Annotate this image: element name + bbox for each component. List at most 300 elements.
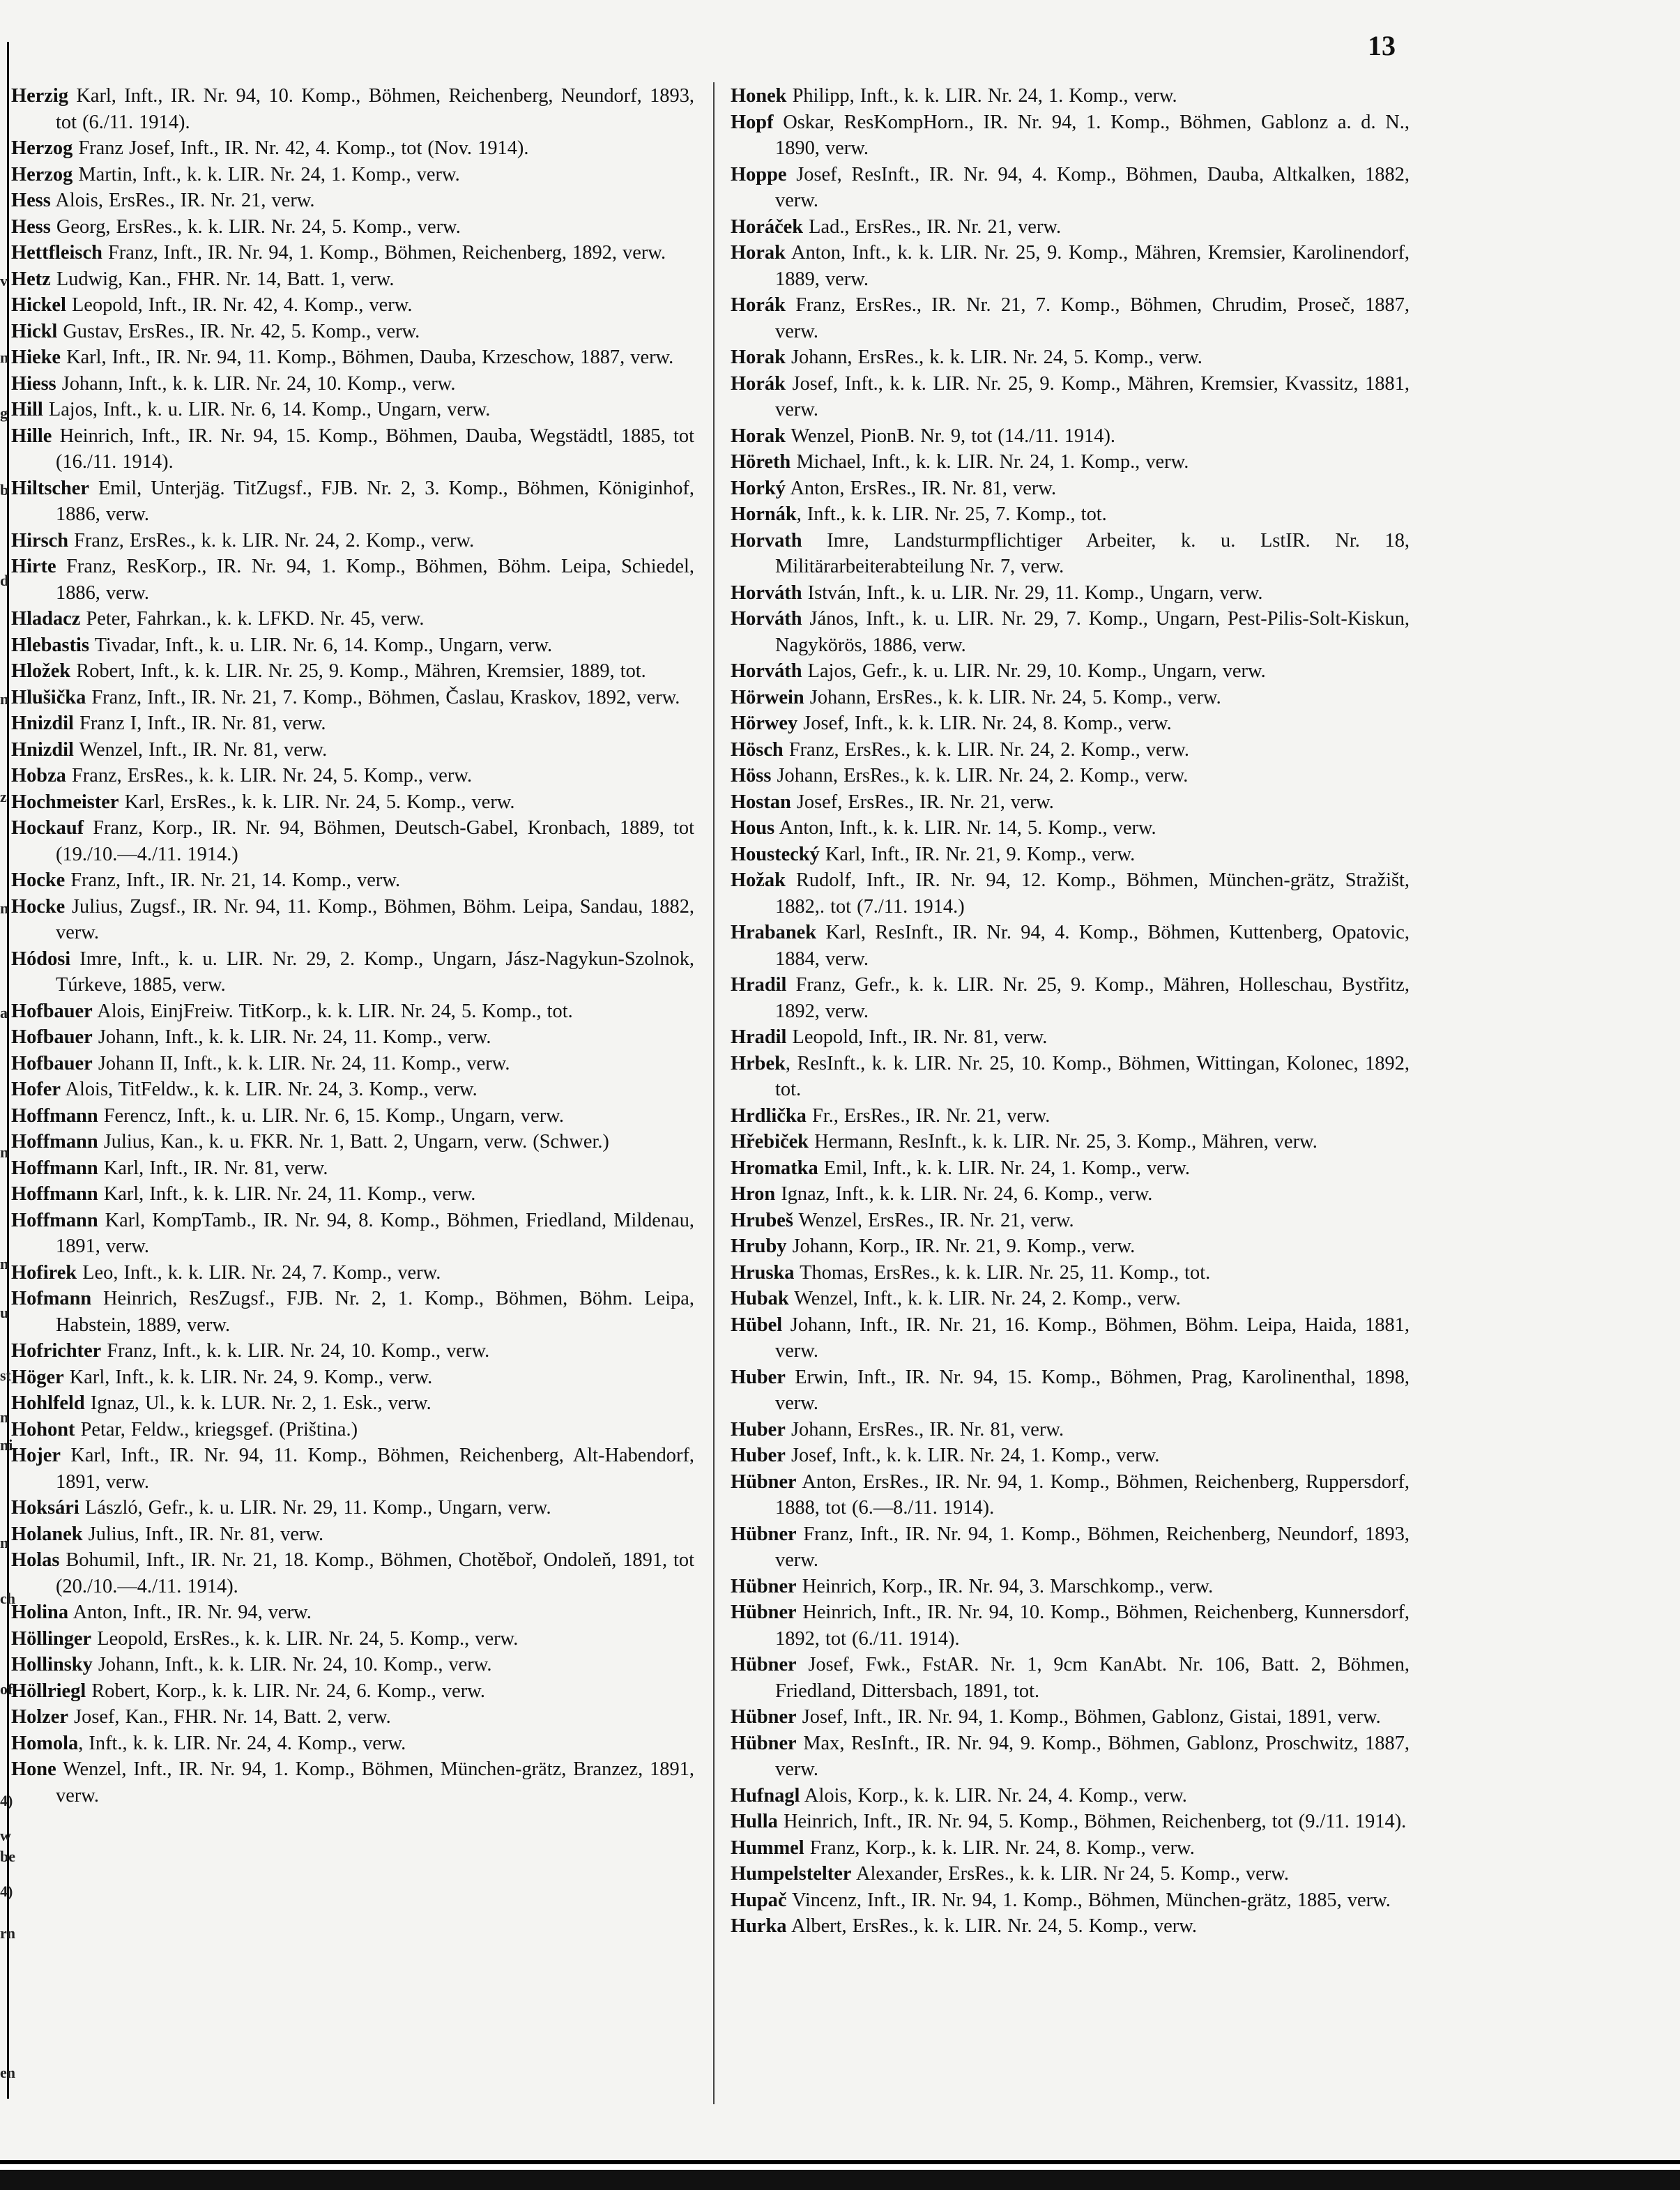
list-entry	[731, 1704, 1410, 1731]
list-entry	[11, 83, 694, 135]
list-entry	[731, 1652, 1410, 1704]
list-entry	[11, 1024, 694, 1051]
list-entry	[731, 1103, 1410, 1130]
entry-surname: Hösch	[731, 738, 784, 761]
list-entry	[11, 946, 694, 998]
margin-fragment: n	[0, 349, 9, 366]
list-entry	[11, 1443, 694, 1495]
right-column	[731, 83, 1410, 1940]
entry-details: Karl, Inft., IR. Nr. 94, 11. Komp., Böhmen, Dauba, Krzeschow, 1887, verw.	[60, 347, 674, 368]
list-entry	[11, 685, 694, 711]
entry-details: Josef, Fwk., FstAR. Nr. 1, 9cm KanAbt. Nr. 106, Batt. 2, Böhmen, Friedland, Dittersbach, 1891, tot.	[775, 1654, 1410, 1702]
page-number: 13	[1368, 30, 1396, 61]
list-entry	[11, 214, 694, 241]
entry-surname: Hübner	[731, 1732, 797, 1754]
entry-surname: Holina	[11, 1602, 69, 1623]
entry-surname: Hocke	[11, 869, 66, 891]
list-entry	[731, 710, 1410, 737]
entry-surname: Hiltscher	[11, 477, 89, 499]
entry-surname: Hubak	[731, 1288, 789, 1309]
entry-surname: Hron	[731, 1183, 776, 1205]
entry-details: Philipp, Inft., k. k. LIR. Nr. 24, 1. Komp., verw.	[786, 85, 1177, 107]
entry-details: Franz, ErsRes., k. k. LIR. Nr. 24, 2. Komp., verw.	[68, 529, 475, 552]
entry-surname: Hofrichter	[11, 1340, 102, 1362]
entry-details: Anton, Inft., k. k. LIR. Nr. 25, 9. Komp., Mähren, Kremsier, Karolinendorf, 1889, verw.	[775, 242, 1410, 290]
list-entry	[11, 737, 694, 763]
list-entry	[11, 606, 694, 632]
entry-details: Karl, ErsRes., k. k. LIR. Nr. 24, 5. Komp., verw.	[119, 791, 515, 813]
entry-details: Wenzel, Inft., k. k. LIR. Nr. 24, 2. Komp., verw.	[788, 1288, 1181, 1309]
entry-surname: Hobza	[11, 765, 66, 786]
entry-surname: Hložek	[11, 660, 71, 682]
list-entry	[731, 292, 1410, 344]
entry-details: Leopold, Inft., IR. Nr. 81, verw.	[786, 1026, 1048, 1048]
entry-details: Franz, ResKorp., IR. Nr. 94, 1. Komp., Böhmen, Böhm. Leipa, Schiedel, 1886, verw.	[56, 556, 694, 604]
entry-surname: Hnizdil	[11, 738, 74, 761]
entry-surname: Hoffmann	[11, 1104, 98, 1127]
list-entry	[731, 1521, 1410, 1574]
list-entry	[11, 188, 694, 214]
entry-surname: Höreth	[731, 451, 791, 473]
entry-details: Johann, Inft., k. k. LIR. Nr. 24, 10. Komp., verw.	[56, 372, 456, 395]
entry-surname: Hlebastis	[11, 634, 89, 656]
list-entry	[11, 1129, 694, 1155]
entry-details: Franz, Inft., IR. Nr. 94, 1. Komp., Böhmen, Reichenberg, 1892, verw.	[102, 242, 666, 264]
entry-details: Franz, Inft., IR. Nr. 21, 7. Komp., Böhmen, Časlau, Kraskov, 1892, verw.	[86, 686, 680, 708]
entry-details: , ResInft., k. k. LIR. Nr. 25, 10. Komp., Böhmen, Wittingan, Kolonec, 1892, tot.	[775, 1052, 1410, 1100]
list-entry	[731, 1417, 1410, 1443]
entry-surname: Herzog	[11, 137, 73, 159]
entry-surname: Hohont	[11, 1418, 75, 1440]
entry-surname: Hofbauer	[11, 1000, 93, 1022]
entry-surname: Hübner	[731, 1602, 797, 1623]
entry-surname: Höllinger	[11, 1627, 92, 1650]
entry-details: Albert, ErsRes., k. k. LIR. Nr. 24, 5. Komp., verw.	[786, 1915, 1197, 1937]
entry-details: Georg, ErsRes., k. k. LIR. Nr. 24, 5. Komp., verw.	[50, 215, 461, 238]
entry-details: István, Inft., k. u. LIR. Nr. 29, 11. Komp., Ungarn, verw.	[802, 581, 1263, 604]
list-entry	[11, 1547, 694, 1599]
list-entry	[11, 1626, 694, 1652]
list-entry	[731, 763, 1410, 789]
margin-fragment: st	[0, 1367, 11, 1384]
entry-surname: Hickl	[11, 320, 58, 342]
list-entry	[731, 842, 1410, 868]
list-entry	[11, 319, 694, 345]
entry-details: Franz, Inft., IR. Nr. 94, 1. Komp., Böhmen, Reichenberg, Neundorf, 1893, verw.	[775, 1523, 1410, 1571]
list-entry	[731, 972, 1410, 1024]
list-entry	[11, 240, 694, 266]
entry-surname: Hofmann	[11, 1288, 92, 1309]
list-entry	[731, 1574, 1410, 1600]
entry-surname: Hruby	[731, 1235, 787, 1257]
entry-surname: Hupač	[731, 1889, 787, 1911]
list-entry	[11, 658, 694, 685]
entry-details: Ludwig, Kan., FHR. Nr. 14, Batt. 1, verw.	[50, 268, 395, 290]
list-entry	[731, 737, 1410, 763]
entry-details: Ferencz, Inft., k. u. LIR. Nr. 6, 15. Komp., Ungarn, verw.	[98, 1104, 564, 1127]
entry-details: Julius, Zugsf., IR. Nr. 94, 11. Komp., Böhmen, Böhm. Leipa, Sandau, 1882, verw.	[56, 895, 694, 943]
margin-fragment: a	[0, 1004, 8, 1021]
list-entry	[11, 998, 694, 1025]
list-entry	[731, 606, 1410, 658]
list-entry	[731, 1181, 1410, 1208]
list-entry	[731, 1887, 1410, 1914]
entry-surname: Hochmeister	[11, 791, 119, 813]
entry-details: Hermann, ResInft., k. k. LIR. Nr. 25, 3. Komp., Mähren, verw.	[808, 1131, 1318, 1153]
list-entry	[11, 763, 694, 789]
entry-surname: Hofbauer	[11, 1026, 93, 1048]
entry-details: Karl, ResInft., IR. Nr. 94, 4. Komp., Böhmen, Kuttenberg, Opatovic, 1884, verw.	[775, 922, 1410, 970]
entry-surname: Huber	[731, 1366, 786, 1388]
margin-fragment: v	[0, 272, 8, 289]
entry-surname: Hopf	[731, 111, 774, 133]
entry-details: Lajos, Inft., k. u. LIR. Nr. 6, 14. Komp., Ungarn, verw.	[43, 399, 491, 420]
list-entry	[11, 1756, 694, 1809]
entry-details: Josef, ErsRes., IR. Nr. 21, verw.	[791, 791, 1054, 813]
entry-details: Wenzel, Inft., IR. Nr. 94, 1. Komp., Böhmen, München-grätz, Branzez, 1891, verw.	[56, 1758, 694, 1807]
entry-surname: Hrubeš	[731, 1209, 793, 1231]
list-entry	[11, 1338, 694, 1364]
entry-surname: Hradil	[731, 1026, 787, 1048]
list-entry	[11, 1599, 694, 1626]
entry-surname: Horváth	[731, 660, 802, 682]
list-entry	[11, 632, 694, 659]
list-entry	[731, 214, 1410, 241]
margin-fragment: n	[0, 690, 9, 708]
list-entry	[731, 1809, 1410, 1835]
entry-surname: Houstecký	[731, 843, 820, 865]
entry-surname: Hummel	[731, 1837, 804, 1859]
entry-details: Anton, Inft., IR. Nr. 94, verw.	[68, 1602, 312, 1623]
margin-fragment: n	[0, 1255, 9, 1272]
list-entry	[731, 1835, 1410, 1862]
list-entry	[731, 1364, 1410, 1417]
entry-details: Franz, ErsRes., k. k. LIR. Nr. 24, 5. Komp., verw.	[66, 765, 473, 786]
list-entry	[11, 815, 694, 867]
entry-surname: Huber	[731, 1418, 786, 1440]
entry-details: Leo, Inft., k. k. LIR. Nr. 24, 7. Komp., verw.	[77, 1261, 441, 1284]
list-entry	[11, 1390, 694, 1417]
entry-details: László, Gefr., k. u. LIR. Nr. 29, 11. Komp., Ungarn, verw.	[79, 1497, 551, 1519]
list-entry	[11, 1208, 694, 1260]
entry-details: Peter, Fahrkan., k. k. LFKD. Nr. 45, verw.	[80, 608, 425, 630]
entry-details: Lad., ErsRes., IR. Nr. 21, verw.	[803, 215, 1062, 238]
entry-details: Josef, Kan., FHR. Nr. 14, Batt. 2, verw.	[68, 1706, 391, 1728]
entry-details: Anton, ErsRes., IR. Nr. 94, 1. Komp., Böhmen, Reichenberg, Ruppersdorf, 1888, tot (6.—8./11. 1914).	[775, 1470, 1410, 1519]
entry-details: Wenzel, ErsRes., IR. Nr. 21, verw.	[793, 1209, 1074, 1231]
margin-fragment: ni	[0, 1436, 13, 1454]
entry-details: Josef, Inft., k. k. LIR. Nr. 24, 8. Komp., verw.	[797, 713, 1172, 734]
list-entry	[731, 1051, 1410, 1103]
entry-surname: Hladacz	[11, 608, 81, 630]
entry-details: Petar, Feldw., kriegsgef. (Priština.)	[75, 1418, 358, 1440]
list-entry	[731, 162, 1410, 214]
entry-surname: Honek	[731, 85, 787, 107]
entry-surname: Hörwein	[731, 686, 804, 708]
entry-surname: Hille	[11, 425, 52, 447]
entry-details: Max, ResInft., IR. Nr. 94, 9. Komp., Böhmen, Gablonz, Proschwitz, 1887, verw.	[775, 1732, 1410, 1780]
list-entry	[11, 1521, 694, 1548]
entry-details: Franz, Korp., IR. Nr. 94, Böhmen, Deutsch-Gabel, Kronbach, 1889, tot (19./10.—4./11. 1914.)	[56, 817, 694, 865]
entry-surname: Hübner	[731, 1706, 797, 1728]
entry-details: , Inft., k. k. LIR. Nr. 24, 4. Komp., verw.	[78, 1732, 406, 1754]
entry-surname: Humpelstelter	[731, 1863, 852, 1885]
entry-details: Gustav, ErsRes., IR. Nr. 42, 5. Komp., verw.	[57, 320, 420, 342]
entry-surname: Hrdlička	[731, 1104, 807, 1127]
entry-details: Josef, Inft., k. k. LIR. Nr. 24, 1. Komp., verw.	[785, 1445, 1160, 1466]
list-entry	[731, 1731, 1410, 1783]
margin-fragment: be	[0, 1848, 15, 1865]
list-entry	[731, 449, 1410, 476]
entry-details: Johann, ErsRes., k. k. LIR. Nr. 24, 5. Komp., verw.	[804, 686, 1221, 708]
entry-surname: Hübner	[731, 1523, 797, 1545]
margin-fragment: b	[0, 481, 9, 499]
margin-fragment: rn	[0, 1924, 15, 1942]
entry-details: Franz, ErsRes., k. k. LIR. Nr. 24, 2. Komp., verw.	[783, 738, 1189, 761]
entry-surname: Hiess	[11, 372, 56, 395]
entry-surname: Hřebiček	[731, 1131, 809, 1153]
entry-details: Karl, Inft., IR. Nr. 81, verw.	[98, 1157, 328, 1179]
list-entry	[11, 266, 694, 293]
entry-surname: Horák	[731, 294, 786, 316]
entry-details: Thomas, ErsRes., k. k. LIR. Nr. 25, 11. Komp., tot.	[794, 1261, 1211, 1284]
entry-surname: Horváth	[731, 581, 802, 604]
list-entry	[11, 292, 694, 319]
entry-surname: Hofbauer	[11, 1052, 93, 1074]
list-entry	[731, 83, 1410, 109]
entry-details: Tivadar, Inft., k. u. LIR. Nr. 6, 14. Komp., Ungarn, verw.	[89, 634, 553, 656]
list-entry	[11, 1286, 694, 1338]
list-entry	[11, 1181, 694, 1208]
list-entry	[731, 1233, 1410, 1260]
entry-details: Heinrich, Korp., IR. Nr. 94, 3. Marschkomp., verw.	[796, 1575, 1214, 1597]
margin-fragment: u	[0, 1304, 9, 1321]
entry-details: , Inft., k. k. LIR. Nr. 25, 7. Komp., tot.	[796, 503, 1107, 525]
margin-fragment: ch	[0, 1590, 15, 1607]
entry-details: Imre, Inft., k. u. LIR. Nr. 29, 2. Komp., Ungarn, Jász-Nagykun-Szolnok, Túrkeve, 1885, verw.	[56, 948, 694, 996]
list-entry	[731, 1024, 1410, 1051]
list-entry	[11, 528, 694, 554]
list-entry	[731, 1783, 1410, 1809]
entry-details: Josef, Inft., IR. Nr. 94, 1. Komp., Böhmen, Gablonz, Gistai, 1891, verw.	[796, 1706, 1381, 1728]
entry-surname: Horváth	[731, 608, 802, 630]
entry-surname: Hess	[11, 190, 51, 211]
entry-surname: Hromatka	[731, 1157, 818, 1179]
list-entry	[731, 476, 1410, 502]
entry-details: Franz I, Inft., IR. Nr. 81, verw.	[73, 713, 326, 734]
list-entry	[11, 423, 694, 476]
entry-details: Heinrich, Inft., IR. Nr. 94, 15. Komp., Böhmen, Dauba, Wegstädtl, 1885, tot (16./11. 1914).	[52, 425, 694, 473]
entry-surname: Hocke	[11, 895, 66, 918]
entry-details: Alois, ErsRes., IR. Nr. 21, verw.	[50, 190, 315, 211]
list-entry	[731, 344, 1410, 371]
entry-surname: Hollinsky	[11, 1654, 93, 1675]
list-entry	[731, 789, 1410, 816]
entry-surname: Hrbek	[731, 1052, 786, 1074]
entry-surname: Huber	[731, 1445, 786, 1466]
list-entry	[731, 109, 1410, 162]
list-entry	[731, 1312, 1410, 1364]
list-entry	[731, 1469, 1410, 1521]
entry-details: Johann, ErsRes., IR. Nr. 81, verw.	[785, 1418, 1064, 1440]
entry-details: Johann, Inft., IR. Nr. 21, 16. Komp., Böhmen, Böhm. Leipa, Haida, 1881, verw.	[775, 1314, 1410, 1362]
entry-details: Franz, Korp., k. k. LIR. Nr. 24, 8. Komp., verw.	[804, 1837, 1195, 1859]
entry-details: Lajos, Gefr., k. u. LIR. Nr. 29, 10. Komp., Ungarn, verw.	[802, 660, 1266, 682]
page-bottom-edge	[0, 2160, 1680, 2190]
list-entry	[11, 710, 694, 737]
list-entry	[11, 1051, 694, 1077]
entry-details: Karl, Inft., IR. Nr. 21, 9. Komp., verw.	[819, 843, 1136, 865]
list-entry	[11, 1652, 694, 1678]
list-entry	[11, 135, 694, 162]
entry-surname: Hoffmann	[11, 1209, 98, 1231]
list-entry	[11, 1155, 694, 1182]
list-entry	[11, 1077, 694, 1103]
entry-surname: Hojer	[11, 1445, 61, 1466]
entry-details: Anton, ErsRes., IR. Nr. 81, verw.	[785, 477, 1057, 499]
entry-details: Fr., ErsRes., IR. Nr. 21, verw.	[806, 1104, 1051, 1127]
list-entry	[11, 162, 694, 188]
list-entry	[731, 1443, 1410, 1469]
entry-details: Emil, Unterjäg. TitZugsf., FJB. Nr. 2, 3. Komp., Böhmen, Königinhof, 1886, verw.	[56, 477, 694, 525]
margin-fragment: w	[0, 1827, 11, 1844]
entry-surname: Hübner	[731, 1470, 797, 1493]
entry-details: Imre, Landsturmpflichtiger Arbeiter, k. u. LstIR. Nr. 18, Militärarbeiterabteilung Nr. 7, verw.	[775, 529, 1410, 577]
entry-details: Julius, Kan., k. u. FKR. Nr. 1, Batt. 2, Ungarn, verw. (Schwer.)	[98, 1131, 609, 1153]
entry-details: Johann, ErsRes., k. k. LIR. Nr. 24, 5. Komp., verw.	[785, 347, 1202, 368]
entry-surname: Hockauf	[11, 817, 84, 839]
entry-surname: Hickel	[11, 294, 66, 316]
entry-surname: Horvath	[731, 529, 802, 552]
margin-fragment: z	[0, 788, 7, 805]
list-entry	[11, 371, 694, 397]
entry-details: Robert, Inft., k. k. LIR. Nr. 25, 9. Komp., Mähren, Kremsier, 1889, tot.	[70, 660, 646, 682]
list-entry	[731, 867, 1410, 920]
entry-details: Heinrich, Inft., IR. Nr. 94, 10. Komp., Böhmen, Reichenberg, Kunnersdorf, 1892, tot (6./11. 1914).	[775, 1602, 1410, 1650]
list-entry	[11, 867, 694, 894]
entry-surname: Horak	[731, 347, 786, 368]
entry-details: Heinrich, ResZugsf., FJB. Nr. 2, 1. Komp., Böhmen, Böhm. Leipa, Habstein, 1889, verw.	[56, 1288, 694, 1336]
list-entry	[11, 554, 694, 606]
list-entry	[11, 1103, 694, 1130]
entry-details: Karl, Inft., k. k. LIR. Nr. 24, 9. Komp., verw.	[63, 1366, 433, 1388]
entry-surname: Herzog	[11, 163, 73, 185]
margin-fragment: of	[0, 1680, 13, 1698]
entry-details: Ignaz, Inft., k. k. LIR. Nr. 24, 6. Komp., verw.	[775, 1183, 1153, 1205]
margin-fragment: g	[0, 404, 8, 422]
entry-surname: Horak	[731, 242, 786, 264]
entry-details: Robert, Korp., k. k. LIR. Nr. 24, 6. Komp., verw.	[86, 1680, 485, 1702]
entry-surname: Hrabanek	[731, 922, 817, 943]
list-entry	[731, 1155, 1410, 1182]
entry-details: Heinrich, Inft., IR. Nr. 94, 5. Komp., Böhmen, Reichenberg, tot (9./11. 1914).	[777, 1811, 1407, 1832]
entry-details: Johann, ErsRes., k. k. LIR. Nr. 24, 2. Komp., verw.	[771, 765, 1189, 786]
entry-surname: Höllriegl	[11, 1680, 86, 1702]
entry-details: Johann, Korp., IR. Nr. 21, 9. Komp., verw.	[786, 1235, 1136, 1257]
entry-surname: Höger	[11, 1366, 64, 1388]
entry-details: Alois, TitFeldw., k. k. LIR. Nr. 24, 3. Komp., verw.	[60, 1079, 478, 1100]
entry-surname: Hohlfeld	[11, 1392, 85, 1414]
margin-fragment: en	[0, 2064, 15, 2081]
entry-details: Bohumil, Inft., IR. Nr. 21, 18. Komp., Böhmen, Chotěboř, Ondoleň, 1891, tot (20./10.—4./11. 1914).	[56, 1549, 694, 1597]
entry-surname: Hruska	[731, 1261, 795, 1284]
entry-surname: Hous	[731, 817, 775, 839]
entry-surname: Herzig	[11, 85, 68, 107]
list-entry	[11, 1731, 694, 1757]
entry-details: Alexander, ErsRes., k. k. LIR. Nr 24, 5. Komp., verw.	[851, 1863, 1290, 1885]
entry-surname: Hornák	[731, 503, 797, 525]
entry-surname: Hurka	[731, 1915, 787, 1937]
entry-details: Karl, Inft., IR. Nr. 94, 10. Komp., Böhmen, Reichenberg, Neundorf, 1893, tot (6./11. 1914).	[56, 85, 694, 133]
entry-surname: Holzer	[11, 1706, 68, 1728]
list-entry	[11, 789, 694, 816]
left-column	[11, 83, 694, 1809]
margin-fragment: n	[0, 1143, 9, 1161]
entry-surname: Hübel	[731, 1314, 783, 1336]
entry-details: Leopold, ErsRes., k. k. LIR. Nr. 24, 5. Komp., verw.	[91, 1627, 519, 1650]
margin-fragment: d	[0, 572, 9, 589]
entry-surname: Hufnagl	[731, 1784, 800, 1807]
list-entry	[731, 501, 1410, 528]
entry-surname: Holanek	[11, 1523, 83, 1545]
entry-surname: Hnizdil	[11, 713, 74, 734]
list-entry	[731, 580, 1410, 607]
list-entry	[731, 1260, 1410, 1286]
entry-surname: Hradil	[731, 974, 787, 996]
entry-surname: Horáček	[731, 215, 804, 238]
list-entry	[11, 397, 694, 423]
entry-surname: Höss	[731, 765, 772, 786]
entry-surname: Hulla	[731, 1811, 778, 1832]
entry-surname: Horký	[731, 477, 786, 499]
list-entry	[11, 1260, 694, 1286]
list-entry	[731, 371, 1410, 423]
entry-surname: Hofirek	[11, 1261, 77, 1284]
entry-surname: Hoffmann	[11, 1183, 98, 1205]
entry-details: Johann II, Inft., k. k. LIR. Nr. 24, 11. Komp., verw.	[92, 1052, 510, 1074]
list-entry	[731, 528, 1410, 580]
list-entry	[731, 1286, 1410, 1312]
list-entry	[11, 1495, 694, 1521]
entry-details: Rudolf, Inft., IR. Nr. 94, 12. Komp., Böhmen, München-grätz, Stražišt, 1882,. tot (7./11. 1914.)	[775, 869, 1410, 918]
entry-surname: Hirte	[11, 556, 56, 577]
entry-surname: Hódosi	[11, 948, 71, 970]
entry-details: Julius, Inft., IR. Nr. 81, verw.	[82, 1523, 324, 1545]
list-entry	[731, 1861, 1410, 1887]
entry-details: Emil, Inft., k. k. LIR. Nr. 24, 1. Komp., verw.	[818, 1157, 1190, 1179]
margin-fragments	[0, 84, 15, 2134]
entry-details: Michael, Inft., k. k. LIR. Nr. 24, 1. Komp., verw.	[791, 451, 1189, 473]
entry-surname: Hübner	[731, 1654, 797, 1675]
entry-details: Martin, Inft., k. k. LIR. Nr. 24, 1. Komp., verw.	[72, 163, 460, 185]
margin-fragment: n	[0, 899, 9, 917]
entry-surname: Hetz	[11, 268, 51, 290]
list-entry	[731, 685, 1410, 711]
entry-details: Alois, EinjFreiw. TitKorp., k. k. LIR. Nr. 24, 5. Komp., tot.	[92, 1000, 573, 1022]
margin-fragment: 4)	[0, 1883, 13, 1900]
entry-details: Karl, Inft., IR. Nr. 94, 11. Komp., Böhmen, Reichenberg, Alt-Habendorf, 1891, verw.	[56, 1445, 694, 1493]
entry-surname: Hostan	[731, 791, 791, 813]
entry-surname: Horak	[731, 425, 786, 447]
list-entry	[731, 920, 1410, 972]
entry-surname: Homola	[11, 1732, 79, 1754]
list-entry	[11, 1417, 694, 1443]
entry-surname: Hoksári	[11, 1497, 79, 1519]
entry-details: Josef, Inft., k. k. LIR. Nr. 25, 9. Komp., Mähren, Kremsier, Kvassitz, 1881, verw.	[775, 372, 1410, 420]
entry-details: Franz Josef, Inft., IR. Nr. 42, 4. Komp., tot (Nov. 1914).	[72, 137, 529, 159]
list-entry	[731, 1208, 1410, 1234]
margin-fragment: n	[0, 1534, 9, 1551]
